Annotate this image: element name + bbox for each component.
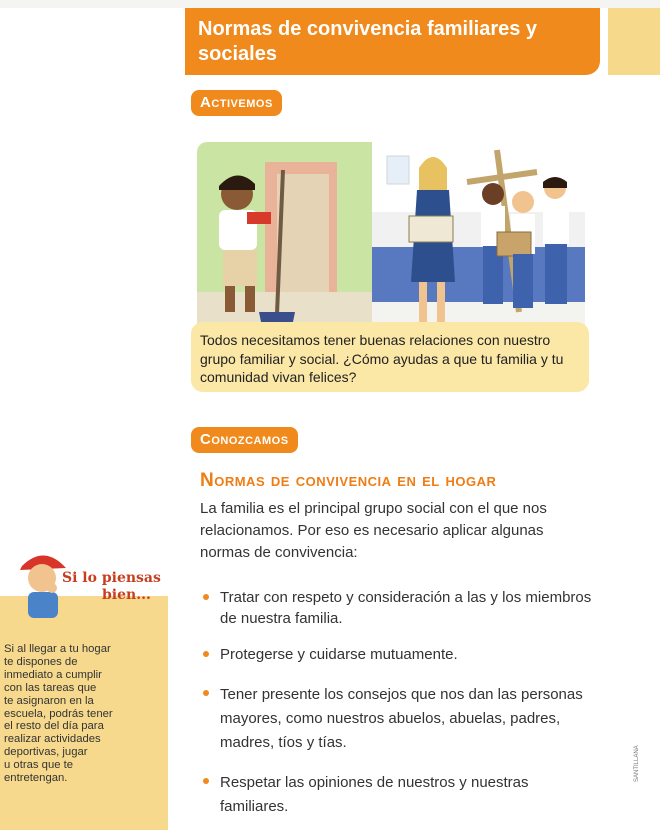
corner-tab bbox=[608, 8, 660, 75]
top-strip bbox=[0, 0, 660, 8]
bullet-icon bbox=[203, 651, 209, 657]
family-chores-illustration bbox=[197, 142, 585, 332]
bullet-icon bbox=[203, 594, 209, 600]
intro-paragraph: La familia es el principal grupo social con el que nos relacionamos. Por eso es necesario aplicar algunas normas de convivencia: bbox=[200, 500, 547, 561]
activity-caption: Todos necesitamos tener buenas relaciones con nuestro grupo familiar y social. ¿Cómo ayudas a que tu familia y tu comunidad vivan felices? bbox=[200, 332, 564, 385]
activemos-label: Activemos bbox=[191, 90, 282, 116]
tip-title bbox=[62, 570, 182, 604]
section-heading: Normas de convivencia en el hogar bbox=[200, 470, 497, 491]
list-item-text: Respetar las opiniones de nuestros y nuestras familiares. bbox=[220, 774, 529, 815]
list-item bbox=[200, 771, 600, 819]
bullet-icon bbox=[203, 690, 209, 696]
list-item bbox=[200, 587, 600, 629]
illustration-svg bbox=[197, 142, 585, 332]
conozcamos-label: Conozcamos bbox=[191, 427, 298, 453]
norms-list bbox=[200, 587, 600, 819]
list-item-text: Tratar con respeto y consideración a las y los miembros de nuestra familia. bbox=[220, 589, 592, 627]
list-item-text: Protegerse y cuidarse mutuamente. bbox=[220, 646, 458, 663]
tip-text: Si al llegar a tu hogar te dispones de inmediato a cumplir con las tareas que te asignaron en la escuela, podrás tener el resto del día para realizar actividades deportivas, jugar u otras que te entretengan. bbox=[4, 643, 113, 785]
publisher-credit: SANTILLANA bbox=[634, 745, 640, 782]
list-item bbox=[200, 683, 600, 755]
page-title: Normas de convivencia familiares y sociales bbox=[198, 18, 538, 65]
list-item-text: Tener presente los consejos que nos dan las personas mayores, como nuestros abuelos, abuelas, padres, madres, tíos y tías. bbox=[220, 686, 583, 751]
tip-title-line1: Si lo piensas bbox=[62, 570, 161, 586]
list-item bbox=[200, 644, 600, 665]
bullet-icon bbox=[203, 778, 209, 784]
tip-title-line2: bien... bbox=[102, 587, 151, 603]
